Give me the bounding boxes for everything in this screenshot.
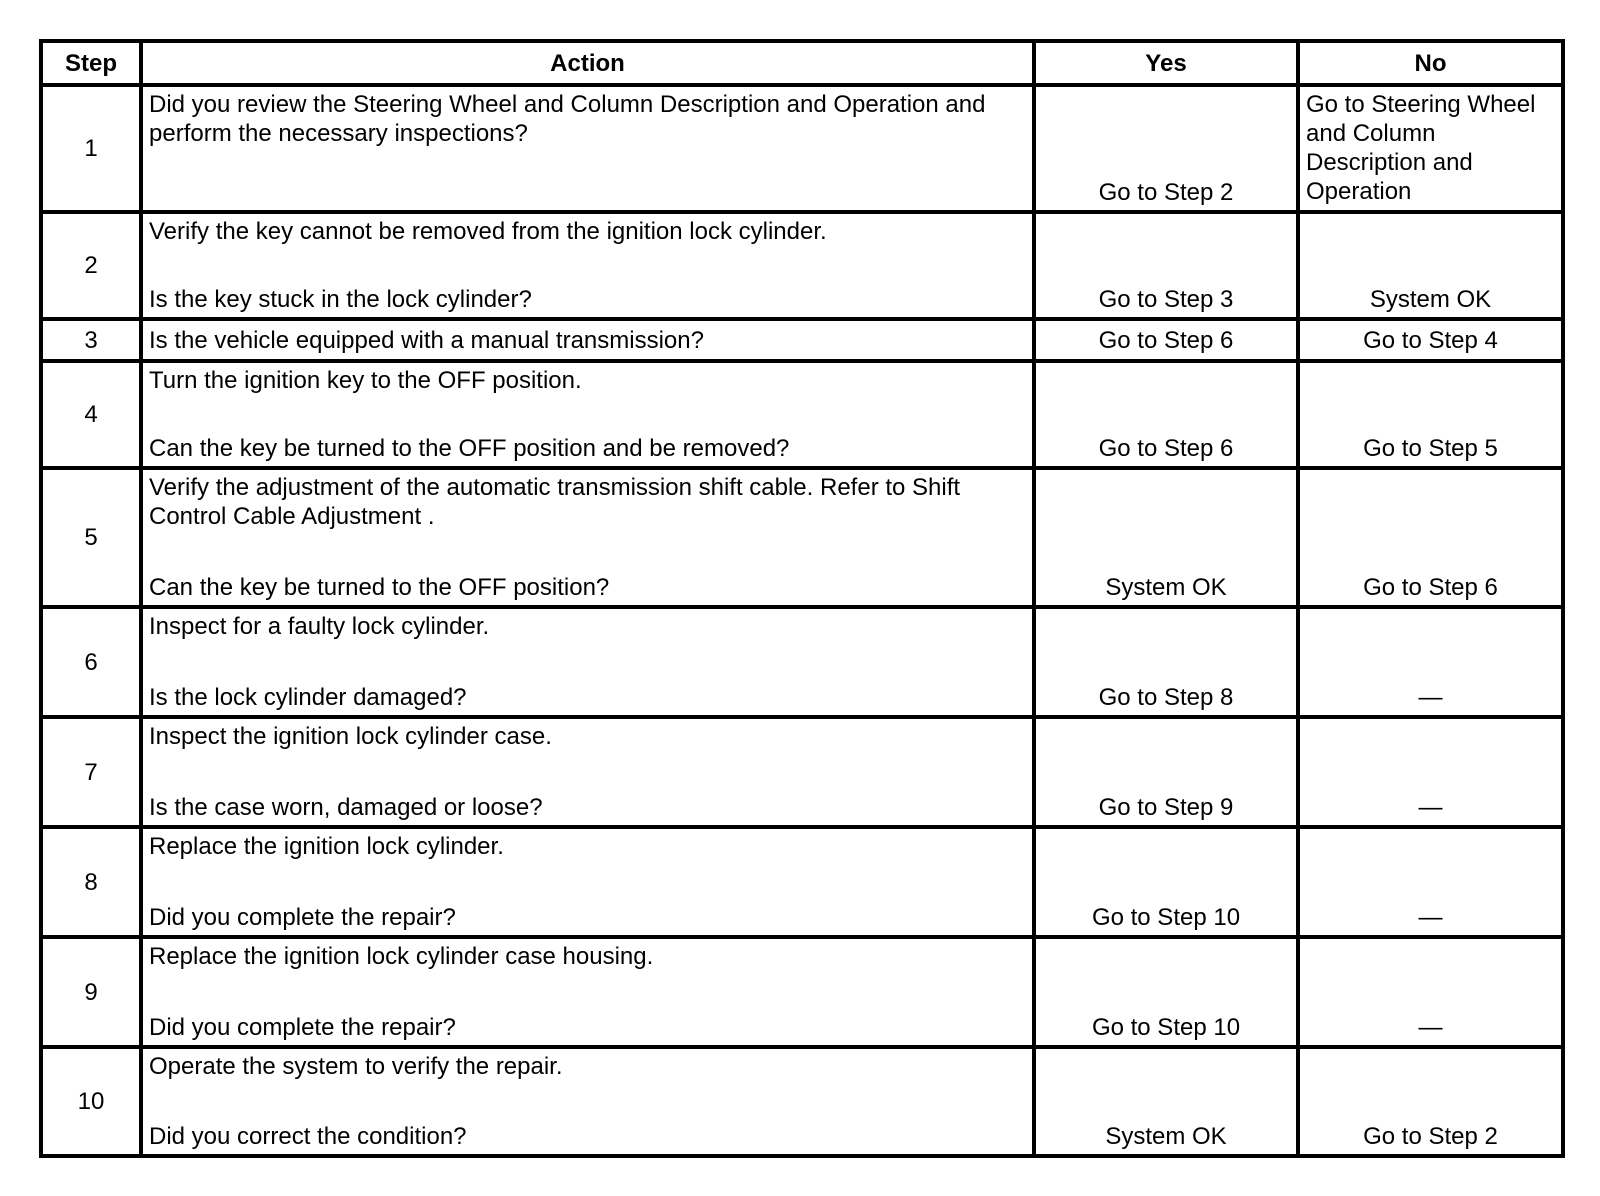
action-instruction: Operate the system to verify the repair. xyxy=(149,1053,563,1080)
no-cell: Go to Step 6 xyxy=(1298,468,1563,607)
step-number: 10 xyxy=(41,1047,141,1156)
no-cell: — xyxy=(1298,717,1563,827)
yes-cell: Go to Step 3 xyxy=(1034,212,1298,319)
yes-cell: System OK xyxy=(1034,1047,1298,1156)
action-cell xyxy=(141,827,1034,937)
yes-cell: Go to Step 9 xyxy=(1034,717,1298,827)
step-number: 9 xyxy=(41,937,141,1047)
header-yes: Yes xyxy=(1034,41,1298,85)
yes-cell: Go to Step 6 xyxy=(1034,361,1298,468)
table-row xyxy=(41,1047,1563,1156)
table-row xyxy=(41,468,1563,607)
no-cell: Go to Step 2 xyxy=(1298,1047,1563,1156)
action-instruction: Inspect the ignition lock cylinder case. xyxy=(149,723,552,750)
step-number: 7 xyxy=(41,717,141,827)
action-instruction: Verify the key cannot be removed from the ignition lock cylinder. xyxy=(149,218,827,245)
action-instruction: Turn the ignition key to the OFF position. xyxy=(149,367,582,394)
action-question: Can the key be turned to the OFF position and be removed? xyxy=(149,435,790,462)
step-number: 1 xyxy=(41,85,141,212)
action-cell xyxy=(141,937,1034,1047)
no-cell: — xyxy=(1298,607,1563,717)
no-cell: Go to Step 4 xyxy=(1298,319,1563,361)
yes-cell: System OK xyxy=(1034,468,1298,607)
action-instruction: Replace the ignition lock cylinder case housing. xyxy=(149,943,654,970)
step-number: 4 xyxy=(41,361,141,468)
header-row xyxy=(41,41,1563,85)
step-number: 8 xyxy=(41,827,141,937)
action-cell xyxy=(141,1047,1034,1156)
action-cell xyxy=(141,607,1034,717)
no-cell: — xyxy=(1298,937,1563,1047)
header-step: Step xyxy=(41,41,141,85)
action-question: Is the vehicle equipped with a manual transmission? xyxy=(149,326,704,354)
step-number: 2 xyxy=(41,212,141,319)
yes-cell: Go to Step 8 xyxy=(1034,607,1298,717)
step-number: 3 xyxy=(41,319,141,361)
action-question: Can the key be turned to the OFF position? xyxy=(149,574,610,601)
step-number: 5 xyxy=(41,468,141,607)
header-no: No xyxy=(1298,41,1563,85)
no-cell: System OK xyxy=(1298,212,1563,319)
action-instruction: Replace the ignition lock cylinder. xyxy=(149,833,504,860)
yes-cell: Go to Step 10 xyxy=(1034,937,1298,1047)
action-cell xyxy=(141,361,1034,468)
table-row xyxy=(41,319,1563,361)
no-cell: — xyxy=(1298,827,1563,937)
action-question: Did you complete the repair? xyxy=(149,904,456,931)
diagnostic-table xyxy=(39,39,1565,1158)
header-action: Action xyxy=(141,41,1034,85)
action-instruction: Verify the adjustment of the automatic transmission shift cable. Refer to Shift Control Cable Adjustment . xyxy=(149,474,961,530)
step-number: 6 xyxy=(41,607,141,717)
yes-cell: Go to Step 2 xyxy=(1034,85,1298,212)
action-question: Did you complete the repair? xyxy=(149,1014,456,1041)
action-question: Is the key stuck in the lock cylinder? xyxy=(149,286,532,313)
table-row xyxy=(41,717,1563,827)
action-question: Did you review the Steering Wheel and Column Description and Operation and perform the necessary inspections? xyxy=(149,91,986,147)
yes-cell: Go to Step 10 xyxy=(1034,827,1298,937)
yes-cell: Go to Step 6 xyxy=(1034,319,1298,361)
action-cell xyxy=(141,85,1034,212)
action-question: Is the lock cylinder damaged? xyxy=(149,684,467,711)
action-cell xyxy=(141,468,1034,607)
table-row xyxy=(41,607,1563,717)
table-row xyxy=(41,937,1563,1047)
table-row xyxy=(41,827,1563,937)
table-row xyxy=(41,212,1563,319)
action-cell xyxy=(141,717,1034,827)
action-cell xyxy=(141,319,1034,361)
no-cell: Go to Steering Wheel and Column Description and Operation xyxy=(1298,85,1563,212)
no-cell: Go to Step 5 xyxy=(1298,361,1563,468)
action-instruction: Inspect for a faulty lock cylinder. xyxy=(149,613,490,640)
table-row xyxy=(41,361,1563,468)
action-question: Did you correct the condition? xyxy=(149,1123,467,1150)
action-question: Is the case worn, damaged or loose? xyxy=(149,794,543,821)
table-row xyxy=(41,85,1563,212)
action-cell xyxy=(141,212,1034,319)
